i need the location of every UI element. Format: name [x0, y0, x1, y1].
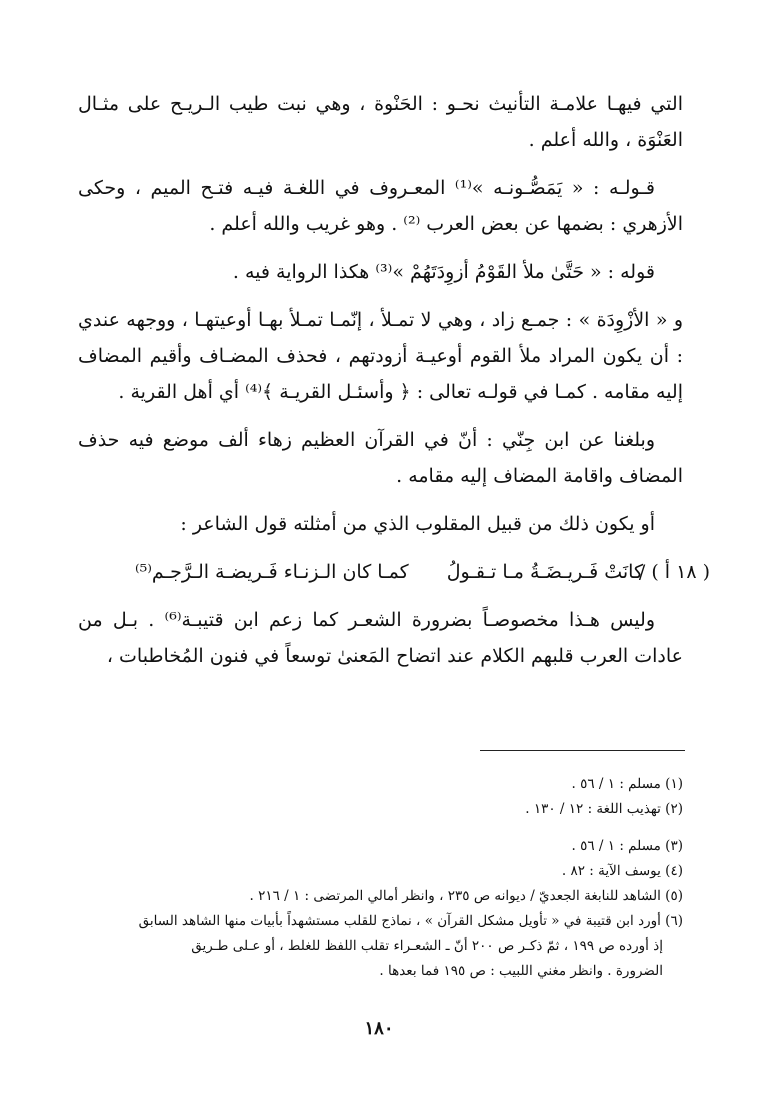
- footnote-divider: [480, 750, 685, 751]
- poem-second-hemistich: كمـا كان الـزنـاء فَـريضـة الـرَّجـم⁽⁵⁾: [134, 561, 409, 583]
- paragraph-closing: وليس هـذا مخصوصـاً بضرورة الشعـر كما زعم ابن قتيبـة⁽⁶⁾ . بـل من عادات العرب قلبهم الكلام عند اتضاح المَعنىٰ توسعاً في فنون المُخاطبات ،: [78, 609, 683, 667]
- footnote-1: (١) مسلم : ١ / ٥٦ .: [571, 776, 683, 792]
- paragraph-6: أو يكون ذلك من قبيل المقلوب الذي من أمثلته قول الشاعر :: [180, 513, 655, 535]
- page-number: ١٨٠: [364, 1018, 394, 1039]
- footnote-6: [78, 909, 683, 984]
- footnote-4: (٤) يوسف الآية : ٨٢ .: [561, 863, 683, 879]
- footnote-2: (٢) تهذيب اللغة : ١٢ / ١٣٠ .: [525, 801, 683, 817]
- footnote-5: (٥) الشاهد للنابغة الجعديّ / ديوانه ص ٢٣٥ ، وانظر أمالي المرتضى : ١ / ٢١٦ .: [249, 888, 683, 904]
- footnote-3: (٣) مسلم : ١ / ٥٦ .: [571, 838, 683, 854]
- paragraph-2: قـولـه : « يَمَصُّـونـه »⁽¹⁾ المعـروف في اللغـة فيـه فتـح الميم ، وحكى الأزهري : بضمها عن بعض العرب ⁽²⁾ . وهو غريب والله أعلم .: [78, 177, 683, 235]
- footnotes: [78, 772, 683, 984]
- paragraph-1: التي فيهـا علامـة التأنيث نحـو : الحَنْوة ، وهي نبت طيب الـريـح على مثـال العَنْوَة ، والله أعلم .: [78, 93, 683, 151]
- paragraph-4: و « الأزْوِدَة » : جمـع زاد ، وهي لا تمـلأ ، إنّمـا تمـلأ بهـا أوعيتهـا ، ووجهه عندي : أن يكون المراد ملأ القوم أوعيـة أزودتهم ، فحذف المضـاف وأقيم المضاف إليه مقامه . كمـا في قولـه تعالى : ﴿ وأسئـل القريـة ﴾⁽⁴⁾ أي أهل القرية .: [78, 309, 683, 403]
- footnote-6-line-3: الضرورة . وانظر مغني اللبيب : ص ١٩٥ فما بعدها .: [379, 963, 663, 979]
- poem-verse: [78, 554, 710, 590]
- footnote-6-line-2: إذ أورده ص ١٩٩ ، ثمّ ذكـر ص ٢٠٠ أنّ ـ الشعـراء تقلب اللفظ للغلط ، أو عـلى طـريق: [191, 938, 663, 954]
- main-text: [78, 86, 710, 686]
- paragraph-3: قوله : « حَتَّىٰ ملأ القَوْمُ أزوِدَتَهُمْ »⁽³⁾ هكذا الرواية فيه .: [232, 261, 655, 283]
- footnote-6-line-1: (٦) أورد ابن قتيبة في « تأويل مشكل القرآن » ، نماذج للقلب مستشهداً بأبيات منها الشاهد السابق: [138, 913, 683, 929]
- paragraph-5: وبلغنا عن ابن جِنّي : أنّ في القرآن العظيم زهاء ألف موضع فيه حذف المضاف واقامة المضاف إليه مقامه .: [78, 429, 683, 487]
- poem-first-hemistich: كانَتْ فَـريـضَـةُ مـا تـقـولُ: [446, 561, 643, 583]
- folio-marker: ( ١٨ أ ) /: [638, 561, 710, 583]
